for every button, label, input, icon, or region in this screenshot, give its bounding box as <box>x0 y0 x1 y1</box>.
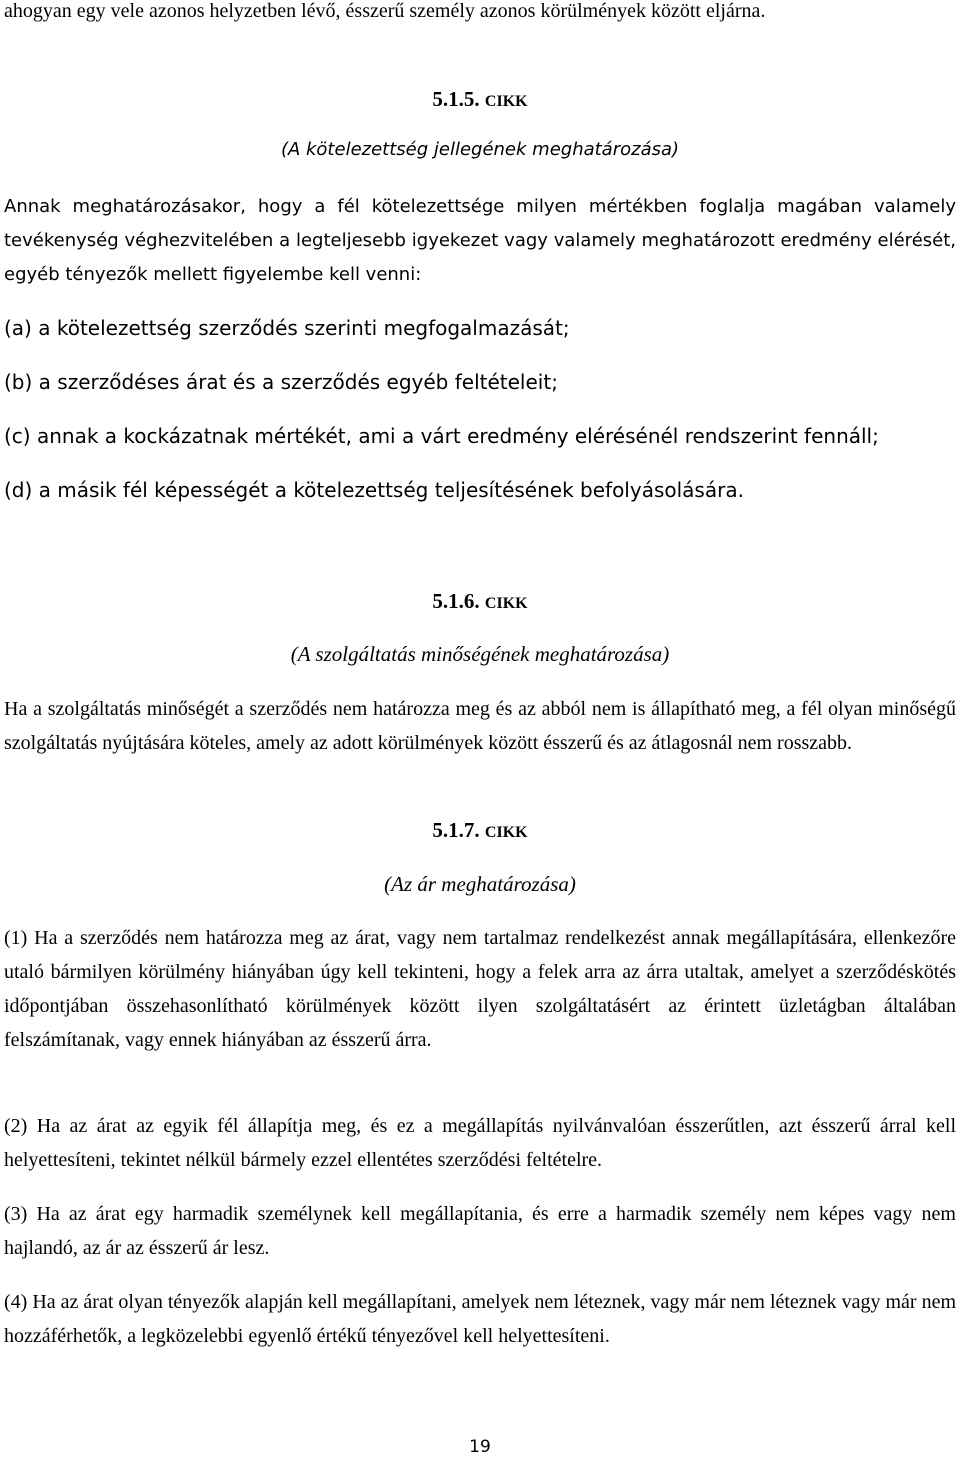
article-5-1-6-body: Ha a szolgáltatás minőségét a szerződés nem határozza meg és az abból nem is állapítható meg, a fél olyan minőségű szolgáltatás nyújtására köteles, amely az adott körülmények között ésszerű és az átlagosnál nem rosszabb. <box>4 698 956 754</box>
article-cikk-label: CIKK <box>484 93 528 110</box>
article-5-1-7-paragraph-3: (3) Ha az árat egy harmadik személynek kell megállapítania, és erre a harmadik személy nem képes vagy nem hajlandó, az ár az ésszerű ár lesz. <box>4 1203 956 1259</box>
list-item-a: (a) a kötelezettség szerződés szerinti megfogalmazását; <box>4 316 570 340</box>
article-title-5-1-6: (A szolgáltatás minőségének meghatározása) <box>290 642 670 666</box>
article-cikk-label: CIKK <box>484 824 528 841</box>
article-number-5-1-5 <box>4 84 956 117</box>
list-item-c: (c) annak a kockázatnak mértékét, ami a várt eredmény elérésénél rendszerint fennáll; <box>4 424 879 448</box>
article-number: 5.1.7. <box>432 818 480 842</box>
article-number-5-1-7 <box>4 815 956 848</box>
article-5-1-7-paragraph-2: (2) Ha az árat az egyik fél állapítja meg, és ez a megállapítás nyilvánvalóan ésszerűtlen, azt ésszerű árral kell helyettesíteni, tekintet nélkül bármely ezzel ellentétes szerződési feltételre. <box>4 1115 956 1171</box>
article-cikk-label: CIKK <box>484 595 528 612</box>
list-item-b: (b) a szerződéses árat és a szerződés egyéb feltételeit; <box>4 370 558 394</box>
list-item-d: (d) a másik fél képességét a kötelezettség teljesítésének befolyásolására. <box>4 478 744 502</box>
article-title-5-1-5: (A kötelezettség jellegének meghatározása) <box>280 139 680 160</box>
article-5-1-5-intro: Annak meghatározásakor, hogy a fél kötelezettsége milyen mértékben foglalja magában valamely tevékenység véghezvitelében a legteljesebb igyekezet vagy valamely meghatározott eredmény elérését, egyéb tényezők mellett figyelembe kell venni: <box>4 196 956 285</box>
article-title-5-1-7: (Az ár meghatározása) <box>384 872 576 896</box>
continuation-paragraph: ahogyan egy vele azonos helyzetben lévő, ésszerű személy azonos körülmények között eljárna. <box>4 0 766 22</box>
article-number: 5.1.6. <box>432 589 480 613</box>
page-number: 19 <box>469 1437 491 1457</box>
article-number: 5.1.5. <box>432 87 480 111</box>
article-5-1-7-paragraph-1: (1) Ha a szerződés nem határozza meg az árat, vagy nem tartalmaz rendelkezést annak megállapítására, ellenkezőre utaló bármilyen körülmény hiányában úgy kell tekinteni, hogy a felek arra az árra utaltak, amelyet a szerződéskötés időpontjában összehasonlítható körülmények között ilyen szolgáltatásért az érintett üzletágban általában felszámítanak, vagy ennek hiányában az ésszerű árra. <box>4 927 956 1051</box>
article-5-1-7-paragraph-4: (4) Ha az árat olyan tényezők alapján kell megállapítani, amelyek nem léteznek, vagy már nem léteznek vagy már nem hozzáférhetők, a legközelebbi egyenlő értékű tényezővel kell helyettesíteni. <box>4 1291 956 1347</box>
article-number-5-1-6 <box>4 586 956 619</box>
